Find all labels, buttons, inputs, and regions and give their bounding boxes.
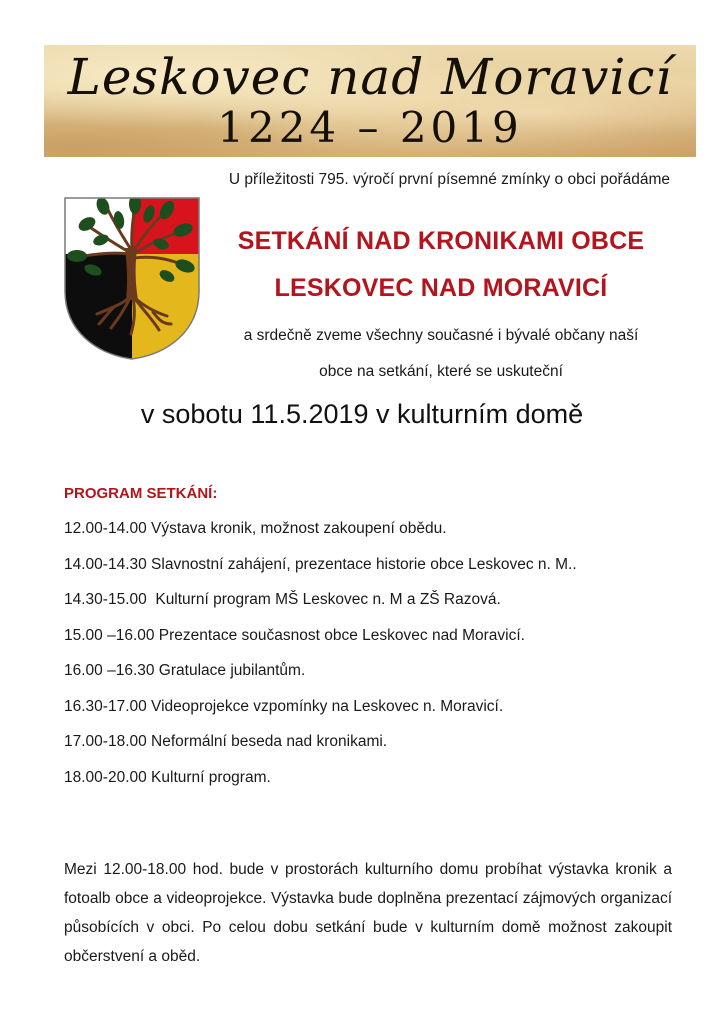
program-item: 16.30-17.00 Videoprojekce vzpomínky na Leskovec n. Moravicí.: [64, 697, 504, 715]
program-item: 17.00-18.00 Neformální beseda nad kronikami.: [64, 733, 388, 750]
event-date-venue: v sobotu 11.5.2019 v kulturním domě: [140, 399, 584, 429]
program-item: 12.00-14.00 Výstava kronik, možnost zakoupení obědu.: [64, 520, 447, 537]
intro-text: U příležitosti 795. výročí první písemné zmínky o obci pořádáme: [228, 171, 670, 188]
banner-title: Leskovec nad Moravicí: [67, 48, 673, 106]
headline-line-2: LESKOVEC NAD MORAVICÍ: [274, 274, 608, 302]
invitation-line-2: obce na setkání, které se uskuteční: [319, 363, 563, 380]
coat-of-arms-icon: [63, 196, 201, 361]
program-item: 15.00 –16.00 Prezentace současnost obce Leskovec nad Moravicí.: [64, 626, 525, 644]
program-item: 14.30-15.00 Kulturní program MŠ Leskovec n. M a ZŠ Razová.: [64, 591, 501, 608]
program-item: 14.00-14.30 Slavnostní zahájení, prezentace historie obce Leskovec n. M..: [64, 555, 577, 573]
banner-years: 1224 – 2019: [217, 103, 523, 152]
program-list: [64, 518, 577, 802]
program-item: 16.00 –16.30 Gratulace jubilantům.: [64, 662, 306, 679]
closing-note: Mezi 12.00-18.00 hod. bude v prostorách kulturního domu probíhat výstavka kronik a fotoalb obce a videoprojekce. Výstavka bude doplněna prezentací zájmových organizací působících v obci. Po celou dobu setkání bude v kulturním domě možnost zakoupit občerstvení a oběd.: [64, 860, 672, 965]
program-item: 18.00-20.00 Kulturní program.: [64, 768, 271, 786]
headline-line-1: SETKÁNÍ NAD KRONIKAMI OBCE: [237, 227, 645, 255]
header-banner: [44, 45, 696, 157]
invitation-line-1: a srdečně zveme všechny současné i bývalé občany naší: [243, 327, 639, 344]
program-title: PROGRAM SETKÁNÍ:: [64, 485, 218, 502]
